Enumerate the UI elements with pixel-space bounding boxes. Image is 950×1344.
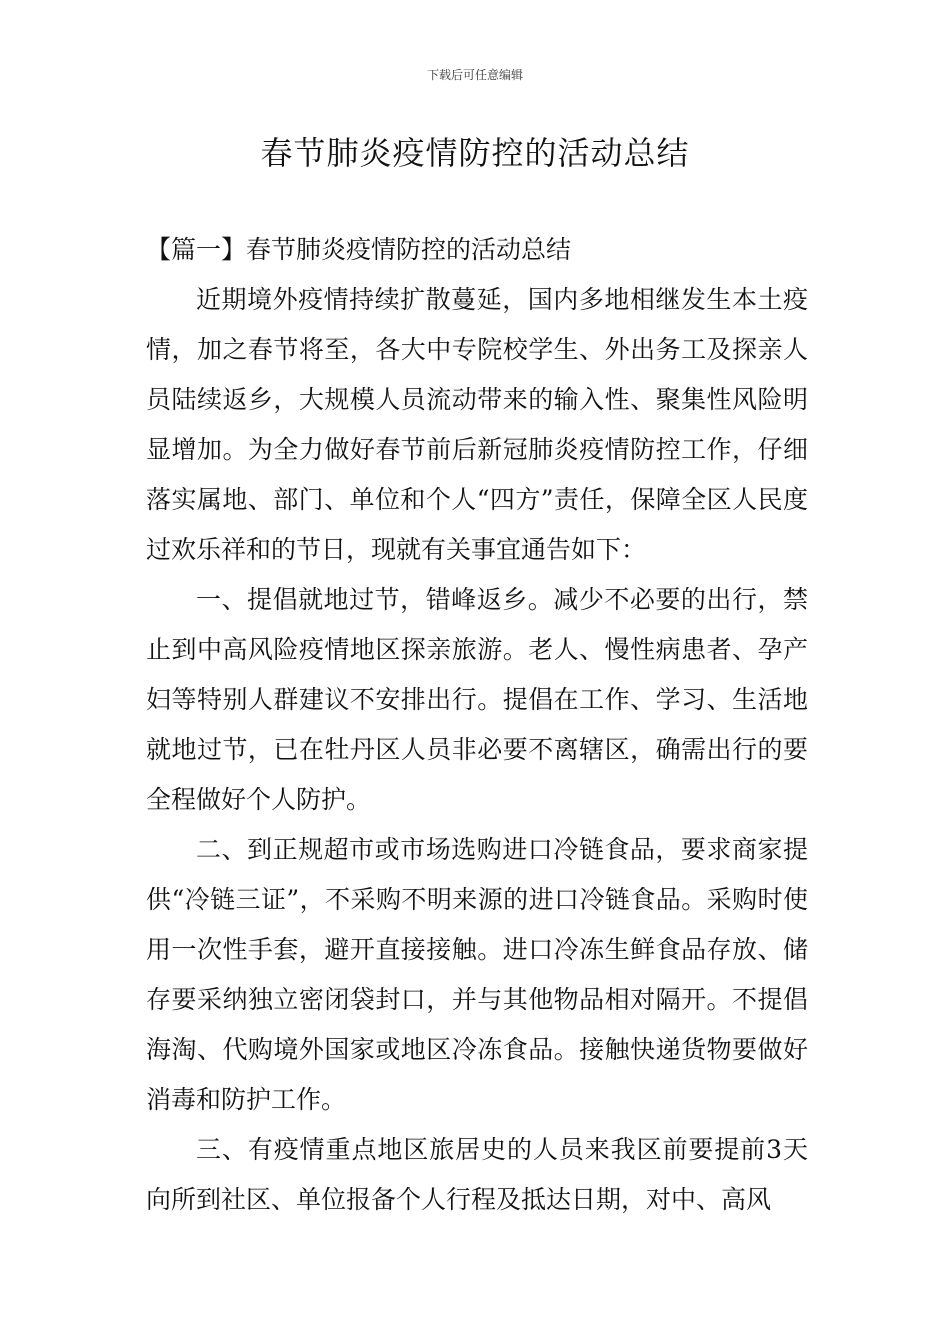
paragraph-item-2: 二、到正规超市或市场选购进口冷链食品，要求商家提供“冷链三证”，不采购不明来源的进口冷链食品。采购时使用一次性手套，避开直接接触。进口冷冻生鲜食品存放、储存要采纳独立密闭袋封口，并与其他物品相对隔开。不提倡海淘、代购境外国家或地区冷冻食品。接触快递货物要做好消毒和防护工作。: [146, 835, 808, 1114]
document-body: [146, 225, 808, 1225]
header-note: 下载后可任意编辑: [426, 68, 523, 82]
paragraph-item-1: 一、提倡就地过节，错峰返乡。减少不必要的出行，禁止到中高风险疫情地区探亲旅游。老人、慢性病患者、孕产妇等特别人群建议不安排出行。提倡在工作、学习、生活地就地过节，已在牡丹区人员非必要不离辖区，确需出行的要全程做好个人防护。: [146, 585, 808, 814]
paragraph-intro: 近期境外疫情持续扩散蔓延，国内多地相继发生本土疫情，加之春节将至，各大中专院校学生、外出务工及探亲人员陆续返乡，大规模人员流动带来的输入性、聚集性风险明显增加。为全力做好春节前后新冠肺炎疫情防控工作，仔细落实属地、部门、单位和个人“四方”责任，保障全区人民度过欢乐祥和的节日，现就有关事宜通告如下：: [146, 285, 808, 564]
paragraph-item-3: 三、有疫情重点地区旅居史的人员来我区前要提前3天向所到社区、单位报备个人行程及抵达日期，对中、高风: [146, 1135, 808, 1214]
section-heading: 【篇一】春节肺炎疫情防控的活动总结: [146, 235, 572, 264]
document-title: 春节肺炎疫情防控的活动总结: [260, 134, 690, 172]
